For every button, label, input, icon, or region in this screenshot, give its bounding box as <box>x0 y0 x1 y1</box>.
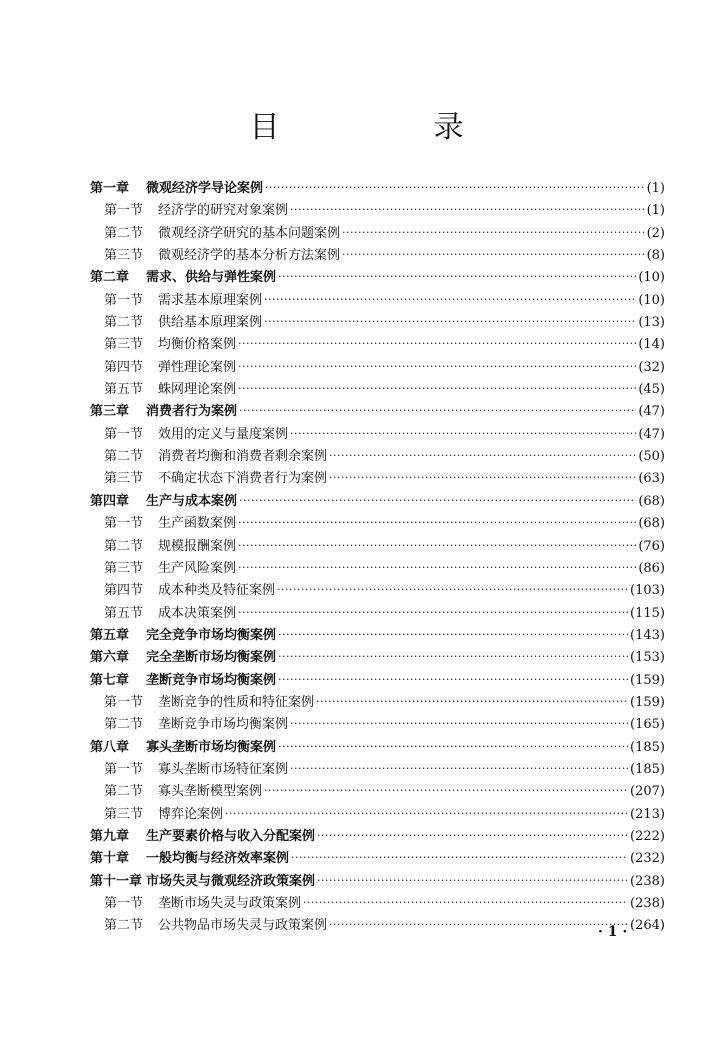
toc-section-row <box>90 914 665 936</box>
toc-entry-label: 第四节 <box>104 583 144 599</box>
dot-leader <box>317 829 628 842</box>
toc-entry-label: 第七章 <box>90 672 130 688</box>
toc-entry-page: (238) <box>630 896 665 911</box>
toc-entry-page: (2) <box>646 225 665 241</box>
toc-section-row <box>90 467 665 489</box>
toc-entry-page: (213) <box>630 806 665 822</box>
toc-section-row <box>90 557 665 579</box>
toc-entry-title: 微观经济学导论案例 <box>146 181 264 196</box>
toc-entry-title: 公共物品市场失灵与政策案例 <box>158 918 328 934</box>
toc-entry-page: (115) <box>630 605 665 621</box>
toc-entry-label: 第一节 <box>104 516 144 532</box>
toc-entry-label: 第一节 <box>104 426 144 442</box>
toc-section-row <box>90 758 665 780</box>
dot-leader <box>290 717 628 730</box>
toc-entry-label: 第二节 <box>104 449 144 465</box>
page-number: · 1 · <box>598 924 628 940</box>
toc-section-row <box>90 602 665 624</box>
dot-leader <box>239 404 636 417</box>
toc-section-row <box>90 311 665 333</box>
dot-leader <box>342 248 645 261</box>
toc-entry-page: (10) <box>638 270 665 286</box>
toc-entry-label: 第一节 <box>104 292 144 308</box>
toc-entry-title: 垄断竞争市场均衡案例 <box>146 672 277 688</box>
toc-entry-page: (1) <box>646 181 665 196</box>
toc-section-row <box>90 289 665 311</box>
toc-entry-label: 第五章 <box>90 627 130 643</box>
toc-chapter-row <box>90 490 665 512</box>
toc-entry-label: 第八章 <box>90 739 130 755</box>
toc-entry-page: (159) <box>630 672 665 688</box>
toc-entry-label: 第四章 <box>90 493 130 509</box>
toc-entry-label: 第一节 <box>104 761 144 777</box>
toc-entry-page: (143) <box>630 627 665 643</box>
toc-section-row <box>90 333 665 355</box>
toc-entry-title: 寡头垄断市场特征案例 <box>158 761 289 777</box>
toc-entry-title: 需求、供给与弹性案例 <box>146 270 277 286</box>
toc-entry-page: (14) <box>638 337 665 353</box>
dot-leader <box>238 360 636 373</box>
toc-entry-title: 微观经济学研究的基本问题案例 <box>158 225 341 241</box>
toc-entry-page: (103) <box>630 583 665 599</box>
dot-leader <box>264 784 628 797</box>
toc-entry-page: (32) <box>638 359 665 375</box>
dot-leader <box>278 673 628 686</box>
toc-entry-title: 完全竞争市场均衡案例 <box>146 627 277 643</box>
toc-entry-label: 第一章 <box>90 181 130 196</box>
dot-leader <box>238 539 636 552</box>
toc-entry-title: 垄断市场失灵与政策案例 <box>158 896 302 911</box>
toc-entry-title: 生产要素价格与收入分配案例 <box>146 828 316 844</box>
toc-entry-title: 寡头垄断市场均衡案例 <box>146 739 277 755</box>
toc-entry-label: 第一节 <box>104 694 144 710</box>
toc-chapter-row <box>90 624 665 646</box>
toc-entry-label: 第十一章 <box>90 873 143 889</box>
toc-entry-title: 效用的定义与量度案例 <box>158 426 289 442</box>
dot-leader <box>290 762 628 775</box>
toc-chapter-row <box>90 177 665 199</box>
dot-leader <box>329 449 636 462</box>
dot-leader <box>291 851 628 864</box>
toc-section-row <box>90 423 665 445</box>
toc-entry-label: 第三节 <box>104 471 144 487</box>
toc-entry-title: 成本决策案例 <box>158 605 237 621</box>
toc-entry-title: 不确定状态下消费者行为案例 <box>158 471 328 487</box>
dot-leader <box>277 583 628 596</box>
toc-section-row <box>90 535 665 557</box>
toc-entry-title: 寡头垄断模型案例 <box>158 784 263 800</box>
toc-entry-title: 垄断竞争的性质和特征案例 <box>158 694 315 710</box>
toc-section-row <box>90 713 665 735</box>
toc-entry-page: (68) <box>638 516 665 532</box>
toc-section-row <box>90 244 665 266</box>
toc-entry-page: (47) <box>638 404 665 420</box>
toc-section-row <box>90 803 665 825</box>
dot-leader <box>316 695 628 708</box>
toc-entry-page: (76) <box>638 538 665 554</box>
toc-section-row <box>90 512 665 534</box>
toc-entry-page: (10) <box>638 292 665 308</box>
toc-chapter-row <box>90 736 665 758</box>
toc-entry-title: 供给基本原理案例 <box>158 315 263 331</box>
toc-entry-label: 第九章 <box>90 828 130 844</box>
toc-entry-label: 第三节 <box>104 806 144 822</box>
toc-entry-label: 第五节 <box>104 605 144 621</box>
dot-leader <box>317 874 628 887</box>
toc-entry-label: 第四节 <box>104 359 144 375</box>
dot-leader <box>303 896 628 909</box>
toc-entry-title: 市场失灵与微观经济政策案例 <box>146 873 316 889</box>
toc-chapter-row <box>90 400 665 422</box>
dot-leader <box>342 226 645 239</box>
toc-entry-label: 第三节 <box>104 248 144 264</box>
toc-entry-page: (86) <box>638 560 665 576</box>
toc-chapter-row <box>90 646 665 668</box>
toc-entry-label: 第二节 <box>104 918 144 934</box>
toc-entry-title: 均衡价格案例 <box>158 337 237 353</box>
toc-section-row <box>90 199 665 221</box>
toc-entry-page: (207) <box>630 784 665 800</box>
toc-entry-label: 第二节 <box>104 538 144 554</box>
toc-entry-page: (232) <box>630 851 665 867</box>
toc-entry-page: (165) <box>630 717 665 733</box>
dot-leader <box>278 270 636 283</box>
toc-entry-title: 蛛网理论案例 <box>158 382 237 398</box>
toc-section-row <box>90 445 665 467</box>
toc-section-row <box>90 378 665 400</box>
toc-chapter-row <box>90 870 665 892</box>
toc-chapter-row <box>90 266 665 288</box>
dot-leader <box>225 807 628 820</box>
toc-entry-page: (1) <box>646 203 665 219</box>
dot-leader <box>329 918 628 931</box>
toc-entry-label: 第一节 <box>104 896 144 911</box>
toc-chapter-row <box>90 669 665 691</box>
toc-entry-label: 第三节 <box>104 337 144 353</box>
toc-entry-title: 生产与成本案例 <box>146 493 238 509</box>
toc-entry-label: 第十章 <box>90 851 130 867</box>
toc-chapter-row <box>90 825 665 847</box>
dot-leader <box>278 740 628 753</box>
toc-entry-title: 经济学的研究对象案例 <box>158 203 289 219</box>
dot-leader <box>290 427 636 440</box>
dot-leader <box>238 516 636 529</box>
dot-leader <box>238 337 636 350</box>
toc-entry-label: 第三节 <box>104 560 144 576</box>
table-of-contents <box>90 177 665 937</box>
toc-entry-page: (159) <box>630 694 665 710</box>
dot-leader <box>239 494 636 507</box>
dot-leader <box>264 293 636 306</box>
dot-leader <box>329 471 636 484</box>
dot-leader <box>290 203 645 216</box>
dot-leader <box>278 628 628 641</box>
toc-entry-label: 第一节 <box>104 203 144 219</box>
toc-entry-title: 弹性理论案例 <box>158 359 237 375</box>
toc-chapter-row <box>90 847 665 869</box>
toc-entry-title: 博弈论案例 <box>158 806 224 822</box>
toc-entry-page: (63) <box>638 471 665 487</box>
toc-entry-title: 消费者均衡和消费者剩余案例 <box>158 449 328 465</box>
toc-entry-page: (153) <box>630 650 665 666</box>
dot-leader <box>238 606 628 619</box>
toc-entry-page: (47) <box>638 426 665 442</box>
toc-section-row <box>90 892 665 914</box>
toc-entry-title: 完全垄断市场均衡案例 <box>146 650 277 666</box>
toc-section-row <box>90 691 665 713</box>
toc-section-row <box>90 356 665 378</box>
toc-entry-page: (264) <box>630 918 665 934</box>
dot-leader <box>265 181 645 194</box>
toc-entry-page: (185) <box>630 739 665 755</box>
toc-entry-title: 生产风险案例 <box>158 560 237 576</box>
page-title: 目 录 <box>249 110 526 145</box>
dot-leader <box>238 382 636 395</box>
toc-entry-page: (50) <box>638 449 665 465</box>
toc-entry-page: (185) <box>630 761 665 777</box>
toc-entry-title: 一般均衡与经济效率案例 <box>146 851 290 867</box>
toc-entry-label: 第二节 <box>104 784 144 800</box>
toc-section-row <box>90 780 665 802</box>
toc-entry-page: (238) <box>630 873 665 889</box>
toc-entry-label: 第二章 <box>90 270 130 286</box>
toc-entry-title: 消费者行为案例 <box>146 404 238 420</box>
toc-entry-page: (45) <box>638 382 665 398</box>
toc-section-row <box>90 579 665 601</box>
toc-entry-label: 第五节 <box>104 382 144 398</box>
toc-entry-title: 成本种类及特征案例 <box>158 583 276 599</box>
toc-entry-title: 需求基本原理案例 <box>158 292 263 308</box>
toc-entry-label: 第二节 <box>104 315 144 331</box>
toc-entry-title: 规模报酬案例 <box>158 538 237 554</box>
toc-entry-page: (8) <box>646 248 665 264</box>
toc-entry-page: (68) <box>638 493 665 509</box>
toc-entry-page: (222) <box>630 828 665 844</box>
dot-leader <box>238 561 636 574</box>
toc-entry-title: 生产函数案例 <box>158 516 237 532</box>
toc-entry-label: 第二节 <box>104 717 144 733</box>
toc-entry-label: 第二节 <box>104 225 144 241</box>
dot-leader <box>264 315 636 328</box>
dot-leader <box>278 650 628 663</box>
toc-entry-label: 第六章 <box>90 650 130 666</box>
toc-entry-label: 第三章 <box>90 404 130 420</box>
toc-entry-page: (13) <box>638 315 665 331</box>
toc-entry-title: 微观经济学的基本分析方法案例 <box>158 248 341 264</box>
toc-section-row <box>90 222 665 244</box>
toc-entry-title: 垄断竞争市场均衡案例 <box>158 717 289 733</box>
